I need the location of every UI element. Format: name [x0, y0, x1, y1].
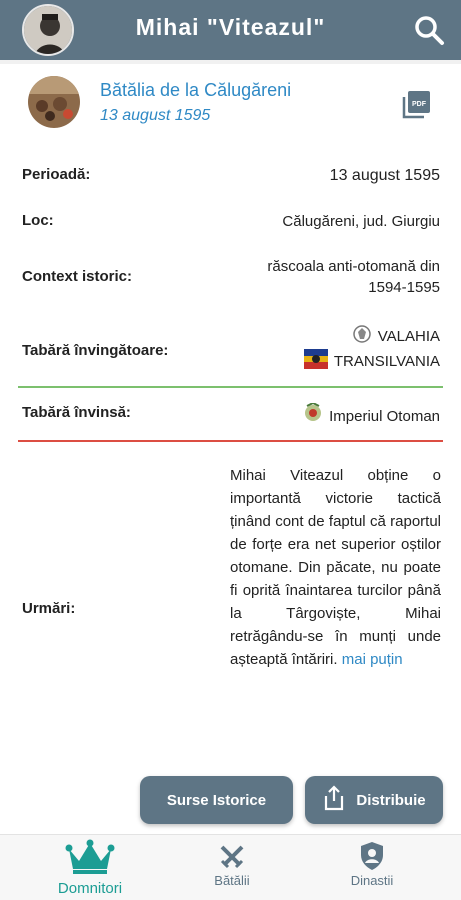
- victor-1: VALAHIA: [377, 328, 440, 345]
- bottom-navigation: [0, 834, 461, 900]
- nav-label-dinastii: Dinastii: [350, 873, 394, 888]
- context-value: [267, 256, 440, 298]
- app-bar: [0, 0, 461, 60]
- nav-item-batalii[interactable]: [192, 835, 272, 900]
- victor-label: Tabără învingătoare:: [22, 342, 169, 359]
- crossed-swords-icon: [218, 843, 246, 873]
- urmari-text: [230, 464, 441, 671]
- context-value-line-1: răscoala anti-otomană din: [267, 258, 440, 275]
- context-value-line-2: 1594-1595: [368, 279, 440, 296]
- battle-detail-card: [0, 64, 461, 834]
- share-label: Distribuie: [356, 791, 426, 809]
- share-button[interactable]: [305, 776, 443, 824]
- shield-icon: [359, 841, 385, 873]
- nav-item-dinastii[interactable]: [332, 835, 412, 900]
- victor-2: TRANSILVANIA: [333, 353, 440, 370]
- nav-item-domnitori[interactable]: [40, 835, 140, 900]
- urmari-label: Urmări:: [22, 600, 76, 617]
- historical-sources-button[interactable]: [140, 776, 293, 824]
- app-title: Mihai "Viteazul": [135, 14, 326, 40]
- loser-value: [303, 403, 440, 429]
- search-icon[interactable]: [413, 14, 445, 46]
- loser-separator-line: [18, 440, 443, 442]
- battle-title: Bătălia de la Călugăreni: [100, 80, 292, 100]
- pdf-download-icon[interactable]: [402, 89, 432, 119]
- transylvania-flag-icon: [304, 349, 328, 375]
- historical-sources-label: Surse Istorice: [166, 791, 267, 809]
- ottoman-coat-of-arms-icon: [303, 403, 323, 429]
- battle-date: 13 august 1595: [100, 107, 211, 124]
- battle-painting-thumbnail: [28, 76, 80, 128]
- victor-separator-line: [18, 386, 443, 388]
- urmari-body: Mihai Viteazul obține o importantă victorie tactică ținând cont de faptul că raportul de forțe era net superior oștilor otomane. Din păcate, nu poate fi oprită înaintarea turcilor până la Târgoviște, Mihai retrăgându-se în munți unde așteaptă întăriri.: [230, 467, 441, 668]
- pdf-icon-text: PDF: [412, 101, 426, 108]
- share-icon: [322, 785, 346, 815]
- loc-value: Călugăreni, jud. Giurgiu: [282, 213, 440, 230]
- nav-label-batalii: Bătălii: [214, 873, 250, 888]
- loser-label: Tabără învinsă:: [22, 404, 131, 421]
- context-label: Context istoric:: [22, 268, 133, 285]
- victor-value: [304, 324, 440, 374]
- nav-label-domnitori: Domnitori: [57, 880, 123, 897]
- perioada-value: 13 august 1595: [329, 167, 440, 184]
- perioada-label: Perioadă:: [22, 166, 91, 183]
- wallachia-coat-of-arms-icon: [352, 324, 372, 350]
- crown-icon: [65, 839, 115, 880]
- show-less-link[interactable]: mai puțin: [341, 651, 403, 668]
- loser-1: Imperiul Otoman: [329, 407, 440, 425]
- loc-label: Loc:: [22, 212, 54, 229]
